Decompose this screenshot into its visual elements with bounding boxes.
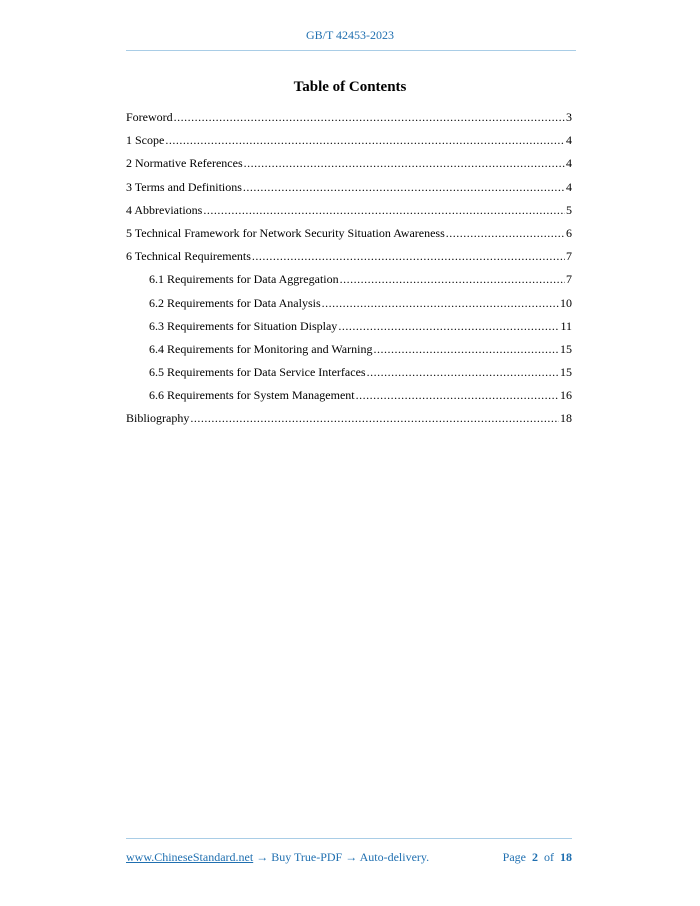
- toc-entry-label: 6.4 Requirements for Monitoring and Warning: [149, 341, 373, 356]
- toc-dot-leader: [244, 156, 565, 171]
- toc-dot-leader: [174, 110, 565, 125]
- of-word: of: [544, 850, 554, 864]
- toc-entry-page: 7: [566, 272, 572, 287]
- toc-entry[interactable]: [126, 156, 572, 179]
- site-link[interactable]: www.ChineseStandard.net: [126, 850, 254, 864]
- toc-title: Table of Contents: [293, 79, 407, 95]
- arrow-right-icon: →: [345, 850, 358, 864]
- toc-subentry[interactable]: [126, 319, 572, 342]
- toc-entry-label: 2 Normative References: [126, 156, 243, 171]
- toc-subentry[interactable]: [126, 342, 572, 365]
- toc-entry-page: 5: [566, 202, 572, 217]
- toc-entry[interactable]: [126, 226, 572, 249]
- toc-entry-page: 3: [566, 110, 572, 124]
- page-word: Page: [502, 850, 526, 864]
- toc-subentry[interactable]: [126, 388, 572, 411]
- document-code-header: GB/T 42453-2023: [305, 28, 395, 42]
- toc-entry[interactable]: [126, 133, 572, 156]
- toc-entry-page: 6: [566, 225, 572, 240]
- toc-entry-label: 6 Technical Requirements: [126, 249, 251, 264]
- buy-true-pdf-text: Buy True-PDF: [271, 850, 343, 864]
- toc-entry[interactable]: [126, 110, 572, 133]
- toc-entry-page: 4: [566, 179, 572, 194]
- arrow-right-icon: →: [256, 850, 269, 864]
- toc-entry[interactable]: [126, 411, 572, 434]
- table-of-contents: [126, 110, 572, 435]
- toc-entry-page: 4: [566, 156, 572, 171]
- toc-entry-page: 15: [560, 365, 572, 380]
- toc-entry-label: 6.1 Requirements for Data Aggregation: [149, 272, 339, 287]
- auto-delivery-text: Auto-delivery.: [359, 850, 430, 864]
- header-divider: [126, 50, 576, 51]
- toc-entry-label: 6.2 Requirements for Data Analysis: [149, 295, 321, 310]
- toc-entry[interactable]: [126, 180, 572, 203]
- toc-entry-label: 4 Abbreviations: [126, 202, 203, 217]
- footer-promo: [126, 850, 429, 865]
- toc-dot-leader: [373, 342, 559, 357]
- toc-entry-page: 4: [566, 133, 572, 148]
- toc-entry-label: 3 Terms and Definitions: [126, 179, 242, 194]
- toc-entry-label: Foreword: [126, 110, 173, 124]
- total-pages-number: 18: [560, 850, 572, 864]
- page-indicator: [503, 850, 572, 865]
- toc-dot-leader: [322, 296, 559, 311]
- toc-entry-label: 5 Technical Framework for Network Security Situation Awareness: [126, 225, 445, 240]
- toc-entry-page: 7: [566, 249, 572, 264]
- toc-entry-page: 15: [560, 341, 572, 356]
- toc-entry-label: Bibliography: [126, 411, 190, 426]
- toc-entry-label: 1 Scope: [126, 133, 165, 148]
- toc-entry[interactable]: [126, 203, 572, 226]
- toc-entry-page: 11: [560, 318, 572, 333]
- toc-entry-label: 6.3 Requirements for Situation Display: [149, 318, 338, 333]
- toc-entry-page: 16: [560, 388, 572, 403]
- toc-entry-label: 6.6 Requirements for System Management: [149, 388, 355, 403]
- toc-entry-page: 18: [560, 411, 572, 426]
- toc-entry-page: 10: [560, 295, 572, 310]
- toc-dot-leader: [356, 388, 559, 403]
- toc-subentry[interactable]: [126, 365, 572, 388]
- toc-dot-leader: [165, 133, 565, 148]
- footer-divider: [126, 838, 572, 839]
- toc-dot-leader: [340, 272, 565, 287]
- toc-subentry[interactable]: [126, 272, 572, 295]
- toc-dot-leader: [338, 319, 559, 334]
- toc-dot-leader: [367, 365, 559, 380]
- toc-entry[interactable]: [126, 249, 572, 272]
- toc-subentry[interactable]: [126, 296, 572, 319]
- toc-dot-leader: [446, 226, 565, 241]
- toc-dot-leader: [252, 249, 565, 264]
- current-page-number: 2: [532, 850, 538, 864]
- toc-entry-label: 6.5 Requirements for Data Service Interfaces: [149, 365, 366, 380]
- toc-dot-leader: [190, 411, 559, 426]
- toc-dot-leader: [203, 203, 565, 218]
- toc-dot-leader: [243, 180, 565, 195]
